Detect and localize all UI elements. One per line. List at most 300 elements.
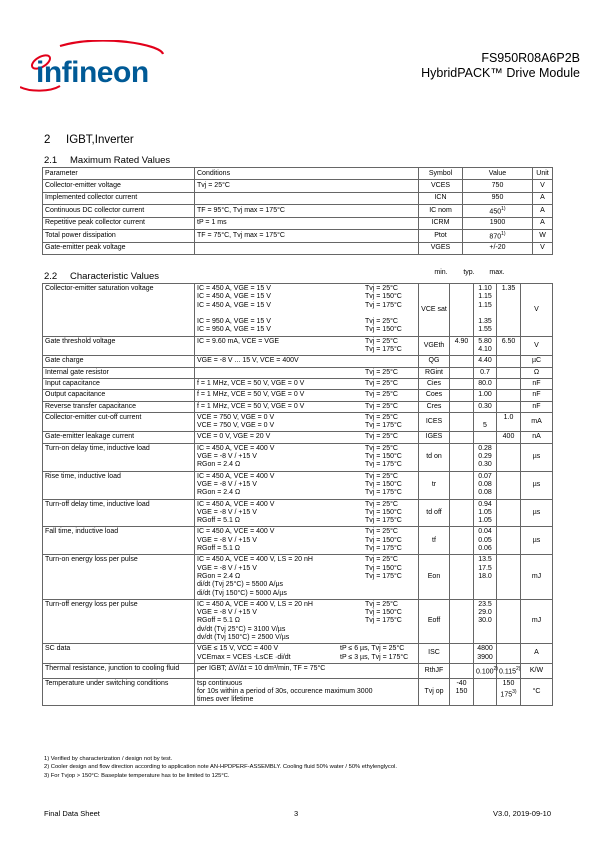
conditions-cell [195, 663, 419, 678]
table-row [43, 471, 553, 499]
max-cell [497, 599, 521, 643]
condition-text: IC = 450 A, VCE = 400 V [197, 500, 275, 508]
condition-text: RGon = 2.4 Ω [197, 461, 241, 469]
unit-cell: mJ [521, 555, 553, 599]
condition-text: IC = 450 A, VCE = 400 V, LS = 20 nH [197, 600, 313, 608]
footer-version-date: V3.0, 2019-09-10 [493, 809, 551, 818]
typ-cell [474, 471, 497, 499]
min-cell [450, 555, 474, 599]
condition-line [197, 422, 416, 430]
condition-text: di/dt (Tvj 150°C) = 5000 A/µs [197, 589, 287, 597]
conditions-cell [195, 192, 419, 204]
typ-line: 0.08 [478, 489, 492, 497]
min-cell [450, 284, 474, 337]
parameter-cell: Internal gate resistor [43, 367, 195, 378]
table-row [43, 555, 553, 599]
parameter-cell: Collector-emitter saturation voltage [43, 284, 195, 337]
symbol-cell: RthJF [419, 663, 450, 678]
max-cell [497, 378, 521, 389]
typ-line: 30.0 [478, 617, 492, 625]
typ-cell [474, 367, 497, 378]
max-text: 0.115 [499, 668, 516, 676]
temperature-text: Tvj = 25°C [365, 556, 398, 564]
condition-line [197, 509, 416, 517]
typ-line: 0.94 [478, 500, 492, 508]
conditions-cell: TF = 75°C, Tvj max = 175°C [195, 230, 419, 243]
max-cell [497, 663, 521, 678]
condition-text: tsp continuous [197, 679, 243, 687]
condition-line [197, 501, 416, 509]
temperature-text: Tvj = 25°C [365, 368, 398, 376]
typ-line: 29.0 [478, 609, 492, 617]
condition-text: IC = 450 A, VCE = 400 V [197, 444, 275, 452]
typ-line: 0.7 [480, 368, 490, 376]
symbol-cell: Ptot [419, 230, 463, 243]
typ-line [476, 680, 494, 688]
typ-cell [474, 443, 497, 471]
conditions-cell [195, 336, 419, 356]
condition-text: times over lifetime [197, 696, 254, 704]
table-row [43, 401, 553, 412]
unit-cell: W [533, 230, 553, 243]
condition-line [197, 403, 416, 411]
typ-line: 1.35 [478, 318, 492, 326]
parameter-cell: Gate threshold voltage [43, 336, 195, 356]
document-header [421, 51, 580, 81]
min-cell: -40 150 [450, 678, 474, 706]
typ-line: 17.5 [478, 564, 492, 572]
symbol-cell: Eon [419, 555, 450, 599]
condition-line [197, 489, 416, 497]
temperature-text: Tvj = 25°C [365, 472, 398, 480]
footnote: 2) Cooler design and flow direction according to application note AN-HPDPERF-ASSEMBLY. Cooling fluid 50% water / 50% ethylenglycol. [44, 764, 397, 771]
temperature-text: Tvj = 175°C [365, 489, 402, 497]
typ-line: 0.30 [478, 402, 492, 410]
conditions-cell [195, 443, 419, 471]
table-row [43, 390, 553, 401]
footnote-ref: 1) [501, 206, 506, 213]
temperature-text: Tvj = 150°C [365, 536, 402, 544]
condition-line [197, 369, 416, 377]
footer-page-number: 3 [294, 809, 299, 818]
symbol-cell: tf [419, 527, 450, 555]
condition-text: VGE = -8 V / +15 V [197, 564, 257, 572]
footnote-ref: 1) [501, 231, 506, 238]
section-heading [44, 134, 134, 146]
typ-line [476, 414, 494, 422]
value-text: 450 [489, 208, 502, 216]
condition-text: IC = 450 A, VCE = 400 V [197, 528, 275, 536]
unit-cell: µs [521, 527, 553, 555]
parameter-cell: Input capacitance [43, 378, 195, 389]
condition-text: VGE = -8 V ... 15 V, VCE = 400V [197, 357, 299, 365]
value-cell [463, 180, 533, 192]
temperature-text: Tvj = 150°C [365, 293, 402, 301]
conditions-cell [195, 390, 419, 401]
unit-cell: nF [521, 401, 553, 412]
typ-cell [474, 599, 497, 643]
conditions-cell [195, 378, 419, 389]
header-cell: Symbol [419, 168, 463, 180]
table-row [43, 367, 553, 378]
header-cell: Conditions [195, 168, 419, 180]
footnote-ref: 3) [512, 688, 517, 695]
value-text: 950 [491, 194, 504, 202]
max-cell [497, 432, 521, 443]
value-cell [463, 230, 533, 243]
min-cell [450, 356, 474, 367]
max-cell [497, 284, 521, 337]
condition-text: IC = 950 A, VGE = 15 V [197, 318, 271, 326]
symbol-cell: IC nom [419, 205, 463, 218]
condition-text: f = 1 MHz, VCE = 50 V, VGE = 0 V [197, 391, 305, 399]
condition-text: VGE = -8 V / +15 V [197, 508, 257, 516]
unit-cell: nF [521, 378, 553, 389]
conditions-cell [195, 678, 419, 706]
infineon-logo [20, 40, 165, 92]
condition-text: RGoff = 5.1 Ω [197, 617, 241, 625]
unit-cell: Ω [521, 367, 553, 378]
conditions-cell [195, 401, 419, 412]
part-number: FS950R08A6P2B [481, 51, 580, 65]
table-row [43, 230, 553, 243]
symbol-cell: Cres [419, 401, 450, 412]
parameter-cell: Total power dissipation [43, 230, 195, 243]
condition-line [197, 391, 416, 399]
condition-text: VGE = -8 V / +15 V [197, 609, 257, 617]
typ-cell [474, 527, 497, 555]
condition-line [197, 581, 416, 589]
parameter-cell: Implemented collector current [43, 192, 195, 204]
symbol-cell: RGint [419, 367, 450, 378]
parameter-cell: Gate-emitter peak voltage [43, 242, 195, 254]
max-text: 400 [502, 433, 515, 441]
unit-cell: A [521, 644, 553, 664]
temperature-text: Tvj = 175°C [365, 461, 402, 469]
max-rated-table-wrap [42, 167, 552, 255]
logo-wordmark: infineon [36, 56, 149, 89]
condition-line [197, 293, 416, 301]
unit-cell: µs [521, 471, 553, 499]
parameter-cell: Reverse transfer capacitance [43, 401, 195, 412]
conditions-cell [195, 367, 419, 378]
typ-line: 4.10 [478, 346, 492, 354]
typ-line: 18.0 [478, 572, 492, 580]
symbol-cell: VGES [419, 242, 463, 254]
footnotes [44, 755, 397, 780]
condition-line [197, 565, 416, 573]
temperature-text: Tvj = 175°C [365, 517, 402, 525]
min-cell [450, 644, 474, 664]
typ-line: 3900 [477, 653, 493, 661]
typ-line: 0.05 [478, 536, 492, 544]
temperature-text: Tvj = 25°C [365, 413, 398, 421]
max-cell [497, 471, 521, 499]
min-cell [450, 443, 474, 471]
condition-line [197, 654, 416, 662]
condition-line [197, 517, 416, 525]
min-cell [450, 663, 474, 678]
temperature-text: Tvj = 150°C [365, 508, 402, 516]
temperature-text: Tvj = 25°C [365, 391, 398, 399]
symbol-cell: QG [419, 356, 450, 367]
temperature-text: Tvj = 175°C [365, 346, 402, 354]
condition-text: RGoff = 5.1 Ω [197, 545, 241, 553]
section-title: IGBT,Inverter [66, 134, 134, 146]
table-row [43, 599, 553, 643]
condition-text: IC = 450 A, VGE = 15 V [197, 301, 271, 309]
temperature-text: Tvj = 25°C [365, 433, 398, 441]
conditions-cell [195, 242, 419, 254]
condition-text: RGon = 2.4 Ω [197, 572, 241, 580]
min-cell [450, 599, 474, 643]
conditions-cell [195, 356, 419, 367]
temperature-text: Tvj = 150°C [365, 480, 402, 488]
condition-text: di/dt (Tvj 25°C) = 5500 A/µs [197, 581, 284, 589]
min-cell [450, 471, 474, 499]
typ-cell [474, 284, 497, 337]
condition-text: dv/dt (Tvj 25°C) = 3100 V/µs [197, 625, 286, 633]
condition-text: IC = 9.60 mA, VCE = VGE [197, 337, 280, 345]
header-cell: Unit [533, 168, 553, 180]
conditions-cell [195, 499, 419, 527]
symbol-cell: td on [419, 443, 450, 471]
min-cell [450, 367, 474, 378]
condition-line [197, 473, 416, 481]
condition-line [197, 688, 416, 696]
conditions-cell: TF = 95°C, Tvj max = 175°C [195, 205, 419, 218]
typ-line: 0.08 [478, 480, 492, 488]
symbol-cell: VCES [419, 180, 463, 192]
temperature-text: Tvj = 25°C [365, 318, 398, 326]
typ-line: 0.28 [478, 444, 492, 452]
footnote-ref: 2) [516, 665, 521, 672]
symbol-cell: IGES [419, 432, 450, 443]
symbol-cell: ICES [419, 412, 450, 432]
temperature-text: Tvj = 175°C [365, 617, 402, 625]
unit-cell: V [533, 180, 553, 192]
unit-cell: µC [521, 356, 553, 367]
typ-line: 1.55 [478, 326, 492, 334]
unit-cell: V [533, 242, 553, 254]
condition-text: VGE = -8 V / +15 V [197, 480, 257, 488]
typ-cell [474, 336, 497, 356]
typ-cell [474, 678, 497, 706]
temperature-text: Tvj = 25°C [365, 337, 398, 345]
condition-text: VCEmax = VCES -LsCE ·di/dt [197, 653, 291, 661]
table-row [43, 217, 553, 229]
condition-text: VCE = 750 V, VGE = 0 V [197, 422, 275, 430]
typ-cell [474, 412, 497, 432]
table-row [43, 663, 553, 678]
typ-line: 1.15 [478, 301, 492, 309]
conditions-cell: Tvj = 25°C [195, 180, 419, 192]
condition-line [197, 528, 416, 536]
value-column-headers [427, 269, 517, 276]
condition-line [197, 634, 416, 642]
value-text: 1900 [489, 219, 506, 227]
footnote-ref: 2) [493, 665, 498, 672]
parameter-cell: Rise time, inductive load [43, 471, 195, 499]
condition-line [197, 338, 416, 346]
temperature-text: Tvj = 25°C [365, 285, 398, 292]
symbol-cell: td off [419, 499, 450, 527]
condition-line [197, 357, 416, 365]
condition-line [197, 380, 416, 388]
temperature-text: Tvj = 175°C [365, 572, 402, 580]
typ-line: 0.07 [478, 472, 492, 480]
conditions-cell [195, 644, 419, 664]
typ-line: 1.10 [478, 285, 492, 292]
unit-cell: mA [521, 412, 553, 432]
typ-line: 1.05 [478, 508, 492, 516]
condition-line [197, 414, 416, 422]
table-row [43, 678, 553, 706]
footnote: 3) For Tvjop > 150°C: Baseplate temperature has to be limited to 125°C. [44, 772, 230, 779]
typ-line: 1.15 [478, 293, 492, 301]
condition-line [197, 545, 416, 553]
max-cell [497, 644, 521, 664]
condition-line [197, 617, 416, 625]
typ-line: 23.5 [478, 600, 492, 608]
condition-line [197, 665, 416, 673]
value-cell [463, 217, 533, 229]
max-header: max. [489, 269, 505, 276]
min-cell: 4.90 [450, 336, 474, 356]
parameter-cell: Repetitive peak collector current [43, 217, 195, 229]
table-row [43, 443, 553, 471]
condition-text: f = 1 MHz, VCE = 50 V, VGE = 0 V [197, 379, 305, 387]
condition-line [197, 626, 416, 634]
unit-cell: nA [521, 432, 553, 443]
typ-line: 5 [483, 422, 487, 430]
table-row [43, 378, 553, 389]
condition-text: for 10s within a period of 30s, occurence maximum 3000 [197, 687, 373, 695]
max-cell [497, 336, 521, 356]
condition-text: VGE = -8 V / +15 V [197, 536, 257, 544]
temperature-text: Tvj = 150°C [365, 453, 402, 461]
conditions-cell: tP = 1 ms [195, 217, 419, 229]
symbol-cell: Cies [419, 378, 450, 389]
subsection-heading-characteristic [44, 271, 159, 282]
unit-cell: K/W [521, 663, 553, 678]
unit-cell: nF [521, 390, 553, 401]
temperature-text: Tvj = 25°C [365, 379, 398, 387]
condition-line [197, 537, 416, 545]
table-row [43, 180, 553, 192]
condition-line [197, 326, 416, 334]
table-header-row [43, 168, 553, 180]
subsection-number: 2.2 [44, 271, 58, 282]
condition-text: IC = 450 A, VGE = 15 V [197, 293, 271, 301]
subsection-number: 2.1 [44, 155, 58, 166]
symbol-cell: VGEth [419, 336, 450, 356]
parameter-cell: Turn-off delay time, inductive load [43, 499, 195, 527]
table-row [43, 527, 553, 555]
unit-cell: A [533, 205, 553, 218]
typ-line: 5.80 [478, 337, 492, 345]
footer-doc-type: Final Data Sheet [44, 809, 100, 818]
typ-line: 4800 [477, 645, 493, 653]
condition-text: VCE = 0 V, VGE = 20 V [197, 433, 271, 441]
symbol-cell: ICRM [419, 217, 463, 229]
min-cell [450, 412, 474, 432]
unit-cell: V [521, 284, 553, 337]
min-cell [450, 401, 474, 412]
condition-line [197, 590, 416, 598]
symbol-cell: ICN [419, 192, 463, 204]
typ-line: 1.00 [478, 391, 492, 399]
unit-cell: µs [521, 499, 553, 527]
table-row [43, 336, 553, 356]
parameter-cell: Collector-emitter cut-off current [43, 412, 195, 432]
condition-line [197, 433, 416, 441]
condition-line [197, 573, 416, 581]
condition-text: IC = 450 A, VGE = 15 V [197, 285, 271, 292]
max-rated-table [42, 167, 553, 255]
temperature-text: Tvj = 175°C [365, 422, 402, 430]
typ-line: 1.05 [478, 517, 492, 525]
typ-line: 0.04 [478, 528, 492, 536]
unit-cell: mJ [521, 599, 553, 643]
table-row [43, 432, 553, 443]
subsection-title: Maximum Rated Values [70, 155, 171, 166]
typ-cell [474, 663, 497, 678]
value-cell [463, 205, 533, 218]
max-rated-body [43, 180, 553, 255]
condition-text: per IGBT; ΔV/Δt = 10 dm³/min, TF = 75°C [197, 664, 326, 672]
conditions-cell [195, 471, 419, 499]
table-row [43, 205, 553, 218]
symbol-cell: Tvj op [419, 678, 450, 706]
typ-cell [474, 644, 497, 664]
temperature-text: Tvj = 175°C [365, 545, 402, 553]
condition-line [197, 645, 416, 653]
parameter-cell: Turn-on energy loss per pulse [43, 555, 195, 599]
table-row [43, 192, 553, 204]
temperature-text: Tvj = 25°C [365, 444, 398, 452]
characteristic-table [42, 283, 553, 706]
conditions-cell [195, 555, 419, 599]
min-cell [450, 390, 474, 401]
max-cell [497, 555, 521, 599]
condition-line [197, 346, 416, 354]
typ-line [476, 310, 494, 318]
subsection-heading-max-rated [44, 155, 170, 166]
parameter-cell: Gate charge [43, 356, 195, 367]
typ-line: 0.06 [478, 545, 492, 553]
unit-cell: V [521, 336, 553, 356]
temperature-text: tP ≤ 6 µs, Tvj = 25°C [340, 645, 405, 653]
max-cell [497, 390, 521, 401]
parameter-cell: Turn-off energy loss per pulse [43, 599, 195, 643]
typ-cell [474, 390, 497, 401]
conditions-cell [195, 599, 419, 643]
condition-text: dv/dt (Tvj 150°C) = 2500 V/µs [197, 633, 290, 641]
parameter-cell: Continuous DC collector current [43, 205, 195, 218]
condition-text: VGE ≤ 15 V, VCC = 400 V [197, 645, 279, 653]
max-text: 1.35 [501, 285, 516, 292]
table-row [43, 284, 553, 337]
typ-line: 80.0 [478, 379, 492, 387]
typ-cell [474, 356, 497, 367]
temperature-text: Tvj = 150°C [365, 609, 402, 617]
temperature-text: Tvj = 25°C [365, 600, 398, 608]
condition-line [197, 302, 416, 310]
typ-text: 0.100 [476, 668, 494, 676]
condition-text: RGon = 2.4 Ω [197, 489, 241, 497]
condition-line [197, 461, 416, 469]
